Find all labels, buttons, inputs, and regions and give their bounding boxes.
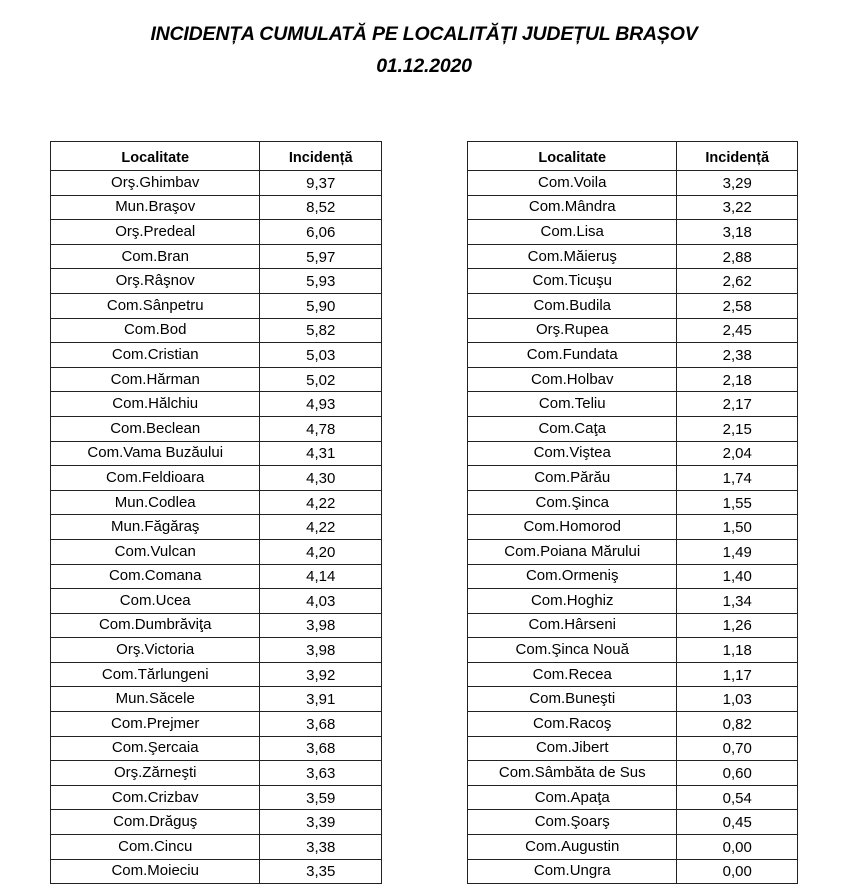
locality-name-cell: Com.Augustin	[468, 835, 677, 860]
table-row	[468, 515, 798, 540]
locality-name-cell: Com.Hoghiz	[468, 589, 677, 614]
incidence-value-cell: 3,91	[260, 687, 382, 712]
incidence-value-cell: 1,26	[677, 613, 798, 638]
table-row	[51, 195, 382, 220]
incidence-value-cell: 0,00	[677, 835, 798, 860]
incidence-value-cell: 4,93	[260, 392, 382, 417]
incidence-value-cell: 5,02	[260, 367, 382, 392]
column-header-incidenta: Incidență	[260, 142, 382, 171]
table-row	[51, 761, 382, 786]
incidence-value-cell: 2,88	[677, 244, 798, 269]
incidence-value-cell: 1,03	[677, 687, 798, 712]
locality-name-cell: Mun.Codlea	[51, 490, 260, 515]
locality-name-cell: Com.Şinca	[468, 490, 677, 515]
locality-name-cell: Com.Cristian	[51, 343, 260, 368]
incidence-value-cell: 1,18	[677, 638, 798, 663]
locality-name-cell: Com.Hărman	[51, 367, 260, 392]
table-row	[51, 687, 382, 712]
table-row	[468, 343, 798, 368]
column-header-localitate: Localitate	[51, 142, 260, 171]
table-row	[468, 810, 798, 835]
table-row	[51, 810, 382, 835]
locality-name-cell: Orş.Predeal	[51, 220, 260, 245]
incidence-value-cell: 5,82	[260, 318, 382, 343]
locality-name-cell: Com.Mândra	[468, 195, 677, 220]
locality-name-cell: Com.Hârseni	[468, 613, 677, 638]
table-row	[51, 712, 382, 737]
incidence-value-cell: 3,22	[677, 195, 798, 220]
incidence-value-cell: 3,29	[677, 171, 798, 196]
incidence-value-cell: 2,58	[677, 293, 798, 318]
incidence-value-cell: 3,98	[260, 613, 382, 638]
locality-name-cell: Com.Beclean	[51, 416, 260, 441]
incidence-table-left	[50, 141, 382, 884]
incidence-value-cell: 2,15	[677, 416, 798, 441]
locality-name-cell: Com.Ucea	[51, 589, 260, 614]
locality-name-cell: Com.Viştea	[468, 441, 677, 466]
table-row	[468, 220, 798, 245]
locality-name-cell: Com.Sânpetru	[51, 293, 260, 318]
locality-name-cell: Com.Teliu	[468, 392, 677, 417]
incidence-value-cell: 3,68	[260, 736, 382, 761]
locality-name-cell: Com.Hălchiu	[51, 392, 260, 417]
locality-name-cell: Com.Şoarş	[468, 810, 677, 835]
incidence-value-cell: 5,90	[260, 293, 382, 318]
table-row	[468, 318, 798, 343]
incidence-value-cell: 0,82	[677, 712, 798, 737]
incidence-value-cell: 5,03	[260, 343, 382, 368]
locality-name-cell: Com.Feldioara	[51, 466, 260, 491]
table-row	[51, 539, 382, 564]
table-row	[468, 835, 798, 860]
locality-name-cell: Mun.Săcele	[51, 687, 260, 712]
incidence-value-cell: 0,54	[677, 785, 798, 810]
locality-name-cell: Com.Apaţa	[468, 785, 677, 810]
locality-name-cell: Orş.Râşnov	[51, 269, 260, 294]
table-row	[51, 441, 382, 466]
table-row	[51, 515, 382, 540]
locality-name-cell: Com.Moieciu	[51, 859, 260, 884]
incidence-value-cell: 2,04	[677, 441, 798, 466]
table-row	[51, 269, 382, 294]
locality-name-cell: Com.Ungra	[468, 859, 677, 884]
incidence-value-cell: 3,92	[260, 662, 382, 687]
incidence-value-cell: 3,63	[260, 761, 382, 786]
table-header-row	[468, 142, 798, 171]
table-row	[468, 638, 798, 663]
table-row	[468, 761, 798, 786]
table-row	[51, 416, 382, 441]
locality-name-cell: Orş.Rupea	[468, 318, 677, 343]
locality-name-cell: Com.Ormeniş	[468, 564, 677, 589]
table-row	[51, 220, 382, 245]
locality-name-cell: Com.Măieruş	[468, 244, 677, 269]
incidence-value-cell: 1,74	[677, 466, 798, 491]
locality-name-cell: Com.Recea	[468, 662, 677, 687]
locality-name-cell: Com.Dumbrăviţa	[51, 613, 260, 638]
table-row	[468, 293, 798, 318]
locality-name-cell: Mun.Braşov	[51, 195, 260, 220]
locality-name-cell: Com.Prejmer	[51, 712, 260, 737]
table-row	[51, 318, 382, 343]
incidence-value-cell: 2,18	[677, 367, 798, 392]
incidence-value-cell: 5,93	[260, 269, 382, 294]
incidence-value-cell: 5,97	[260, 244, 382, 269]
incidence-value-cell: 1,17	[677, 662, 798, 687]
table-row	[468, 392, 798, 417]
table-row	[468, 416, 798, 441]
table-row	[51, 835, 382, 860]
incidence-value-cell: 3,39	[260, 810, 382, 835]
incidence-value-cell: 4,78	[260, 416, 382, 441]
table-row	[468, 171, 798, 196]
table-row	[51, 638, 382, 663]
incidence-table-right	[467, 141, 798, 884]
table-row	[51, 736, 382, 761]
locality-name-cell: Com.Budila	[468, 293, 677, 318]
incidence-value-cell: 4,14	[260, 564, 382, 589]
incidence-value-cell: 0,00	[677, 859, 798, 884]
table-row	[468, 785, 798, 810]
table-row	[468, 687, 798, 712]
locality-name-cell: Com.Bod	[51, 318, 260, 343]
incidence-value-cell: 4,22	[260, 515, 382, 540]
table-row	[468, 244, 798, 269]
table-row	[468, 589, 798, 614]
table-row	[51, 662, 382, 687]
table-row	[51, 244, 382, 269]
incidence-value-cell: 3,35	[260, 859, 382, 884]
locality-name-cell: Orş.Zărneşti	[51, 761, 260, 786]
table-row	[51, 392, 382, 417]
locality-name-cell: Com.Sâmbăta de Sus	[468, 761, 677, 786]
incidence-value-cell: 4,30	[260, 466, 382, 491]
incidence-value-cell: 6,06	[260, 220, 382, 245]
column-header-incidenta: Incidență	[677, 142, 798, 171]
incidence-value-cell: 2,62	[677, 269, 798, 294]
locality-name-cell: Com.Poiana Mărului	[468, 539, 677, 564]
table-row	[468, 269, 798, 294]
document-date: 01.12.2020	[376, 55, 472, 77]
table-row	[51, 490, 382, 515]
incidence-value-cell: 0,70	[677, 736, 798, 761]
locality-name-cell: Com.Jibert	[468, 736, 677, 761]
table-row	[468, 564, 798, 589]
table-header-row	[51, 142, 382, 171]
table-row	[468, 195, 798, 220]
incidence-value-cell: 2,17	[677, 392, 798, 417]
table-row	[468, 662, 798, 687]
locality-name-cell: Com.Lisa	[468, 220, 677, 245]
incidence-value-cell: 9,37	[260, 171, 382, 196]
incidence-value-cell: 1,50	[677, 515, 798, 540]
locality-name-cell: Com.Holbav	[468, 367, 677, 392]
table-row	[51, 564, 382, 589]
table-row	[51, 589, 382, 614]
table-row	[51, 343, 382, 368]
incidence-value-cell: 3,68	[260, 712, 382, 737]
locality-name-cell: Com.Ticuşu	[468, 269, 677, 294]
locality-name-cell: Com.Comana	[51, 564, 260, 589]
locality-name-cell: Com.Cincu	[51, 835, 260, 860]
table-row	[468, 613, 798, 638]
incidence-value-cell: 4,20	[260, 539, 382, 564]
locality-name-cell: Com.Homorod	[468, 515, 677, 540]
table-row	[51, 859, 382, 884]
table-row	[468, 466, 798, 491]
table-row	[51, 367, 382, 392]
locality-name-cell: Com.Şercaia	[51, 736, 260, 761]
table-row	[468, 490, 798, 515]
locality-name-cell: Com.Bran	[51, 244, 260, 269]
locality-name-cell: Com.Şinca Nouă	[468, 638, 677, 663]
table-row	[468, 441, 798, 466]
incidence-value-cell: 4,22	[260, 490, 382, 515]
incidence-value-cell: 1,34	[677, 589, 798, 614]
document-title: INCIDENȚA CUMULATĂ PE LOCALITĂȚI JUDEȚUL BRAȘOV	[150, 23, 698, 45]
locality-name-cell: Com.Vama Buzăului	[51, 441, 260, 466]
locality-name-cell: Com.Părău	[468, 466, 677, 491]
incidence-value-cell: 1,55	[677, 490, 798, 515]
locality-name-cell: Com.Voila	[468, 171, 677, 196]
incidence-value-cell: 1,40	[677, 564, 798, 589]
locality-name-cell: Com.Drăguş	[51, 810, 260, 835]
incidence-value-cell: 3,38	[260, 835, 382, 860]
table-row	[468, 712, 798, 737]
incidence-value-cell: 1,49	[677, 539, 798, 564]
table-row	[51, 466, 382, 491]
incidence-value-cell: 8,52	[260, 195, 382, 220]
table-row	[468, 367, 798, 392]
locality-name-cell: Com.Buneşti	[468, 687, 677, 712]
table-row	[468, 859, 798, 884]
locality-name-cell: Com.Crizbav	[51, 785, 260, 810]
incidence-value-cell: 3,59	[260, 785, 382, 810]
table-row	[468, 736, 798, 761]
column-header-localitate: Localitate	[468, 142, 677, 171]
table-row	[468, 539, 798, 564]
incidence-value-cell: 0,45	[677, 810, 798, 835]
locality-name-cell: Orş.Ghimbav	[51, 171, 260, 196]
table-row	[51, 613, 382, 638]
table-row	[51, 785, 382, 810]
locality-name-cell: Com.Tărlungeni	[51, 662, 260, 687]
incidence-value-cell: 3,18	[677, 220, 798, 245]
incidence-value-cell: 2,45	[677, 318, 798, 343]
locality-name-cell: Mun.Făgăraş	[51, 515, 260, 540]
table-row	[51, 171, 382, 196]
incidence-value-cell: 2,38	[677, 343, 798, 368]
incidence-value-cell: 0,60	[677, 761, 798, 786]
incidence-value-cell: 3,98	[260, 638, 382, 663]
locality-name-cell: Com.Vulcan	[51, 539, 260, 564]
locality-name-cell: Com.Fundata	[468, 343, 677, 368]
incidence-value-cell: 4,31	[260, 441, 382, 466]
locality-name-cell: Com.Caţa	[468, 416, 677, 441]
incidence-value-cell: 4,03	[260, 589, 382, 614]
locality-name-cell: Orş.Victoria	[51, 638, 260, 663]
locality-name-cell: Com.Racoş	[468, 712, 677, 737]
table-row	[51, 293, 382, 318]
